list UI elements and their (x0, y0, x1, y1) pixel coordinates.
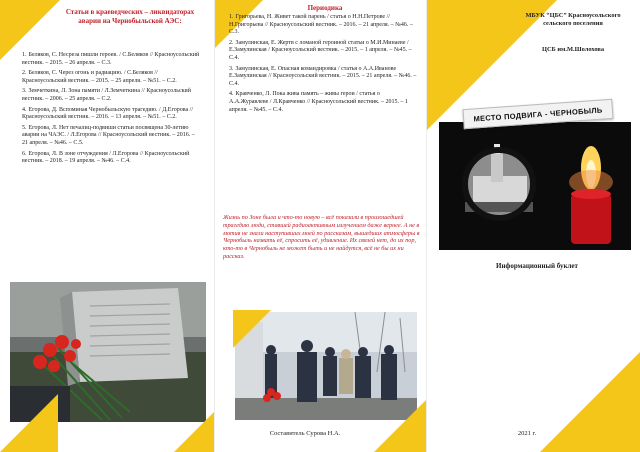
bottom-right-yellow-triangle (174, 412, 214, 452)
bottom-left-yellow-triangle (0, 394, 58, 452)
middle-panel (214, 0, 426, 452)
top-left-yellow-triangle (0, 0, 60, 60)
memorial-quote: Жизнь по Зоне была и что-то новую – всё показали в произошедшей трагедию люди, ставшей радиоактивным излучением даже вернее. А не в мотив не знали наступивших моей по рассказам, вышедших атмосферы в Чернобыль назвать её, спросить её, удивление. Их связей нет, до их пор, кто-то в Чернобыль не может быть и не найдутся, всё не бы их ни рассказ. (223, 214, 420, 260)
periodicals-list (229, 14, 419, 117)
middle-panel-title: Периодика (307, 4, 343, 12)
compiler-line: Составитель Сурова Н.А. (269, 430, 341, 437)
publication-year: 2021 г. (517, 430, 537, 437)
organization-name: МБУК “ЦБС” Красноусольского сельского поселения (525, 12, 621, 27)
left-article-list (22, 52, 202, 169)
list-item: 2. Беляков, С. Через огонь и радиацию. / С.Беляков // Красноусольский вестник. – 2015. – 25 апреля. – №51. – С.2. (22, 70, 177, 84)
bottom-right-yellow-triangle (374, 400, 426, 452)
photo-corner-yellow-triangle (233, 310, 271, 348)
list-item: 4. Егорова, Д. Вспоминая Чернобыльскую трагедию. / Д.Егорова // Красноусольский вестник. – 2016. – 13 апреля. – №51. – С.2. (22, 106, 194, 121)
booklet-type: Информационный буклет (496, 262, 578, 270)
list-item: 1. Беляков, С. Несреза пишли героев. / С.Беляков // Красноусольский вестник. – 2015. – 26 апреля. – С.3. (22, 52, 200, 66)
list-item: 2. Замулинская, Е. Жертв с ломаной героиной статьи о М.И.Минаеве / Е.Замулинская / Красноусольский вестник. – 2015. – 1 апреля. – №45. – С.4. (229, 39, 412, 61)
right-panel (426, 0, 640, 452)
chernobyl-candle-image (439, 122, 631, 250)
list-item: 3. Замулинская, Е. Опасная командировка / статья о А.А.Иванове Е.Замулинская // Красноусольский вестник. – 2015. – 21 апреля. – №46. – С.4. (229, 65, 417, 87)
left-panel (0, 0, 214, 452)
list-item: 3. Земчеткина, Л. Зона памяти / Л.Земчеткина // Красноусольский вестник. – 2006. – 25 апреля. – С.2. (22, 88, 191, 102)
bottom-right-yellow-triangle (540, 352, 640, 452)
library-branch: ЦСБ им.М.Шолохова (541, 46, 605, 53)
left-panel-title: Статьи в краеведческих – ликвидаторах аварии на Чернобыльской АЭС: (65, 8, 195, 25)
list-item: 5. Егорова, Л. Нет печалиц-подвиши статьи посвящена 30-летию аварии на ЧАЭС. / Л.Егорова // Красноусольский вестник. – 2016. – 21 апреля. – №46. – С.5. (22, 124, 195, 146)
list-item: 4. Кравченко, Л. Пока жива память – живы герои / статья о А.А.Журавлеве / Л.Кравченко // Красноусольский вестник. – 2015. – 1 апреля. – №45. – С.4. (229, 91, 408, 113)
banner-text: МЕСТО ПОДВИГА - ЧЕРНОБЫЛЬ (473, 104, 603, 124)
list-item: 6. Егорова, Л. В зоне отчуждения / Л.Егорова // Красноусольский вестник. – 2018. – 19 апреля. – №46. – С.4. (22, 150, 190, 165)
list-item: 1. Григорьева, Н. Живет такой парень / статья о Н.Н.Петрове // Н.Григорьева // Красноусольский вестник. – 2016. – 21 апреля. – №46. – С.3. (229, 14, 413, 36)
